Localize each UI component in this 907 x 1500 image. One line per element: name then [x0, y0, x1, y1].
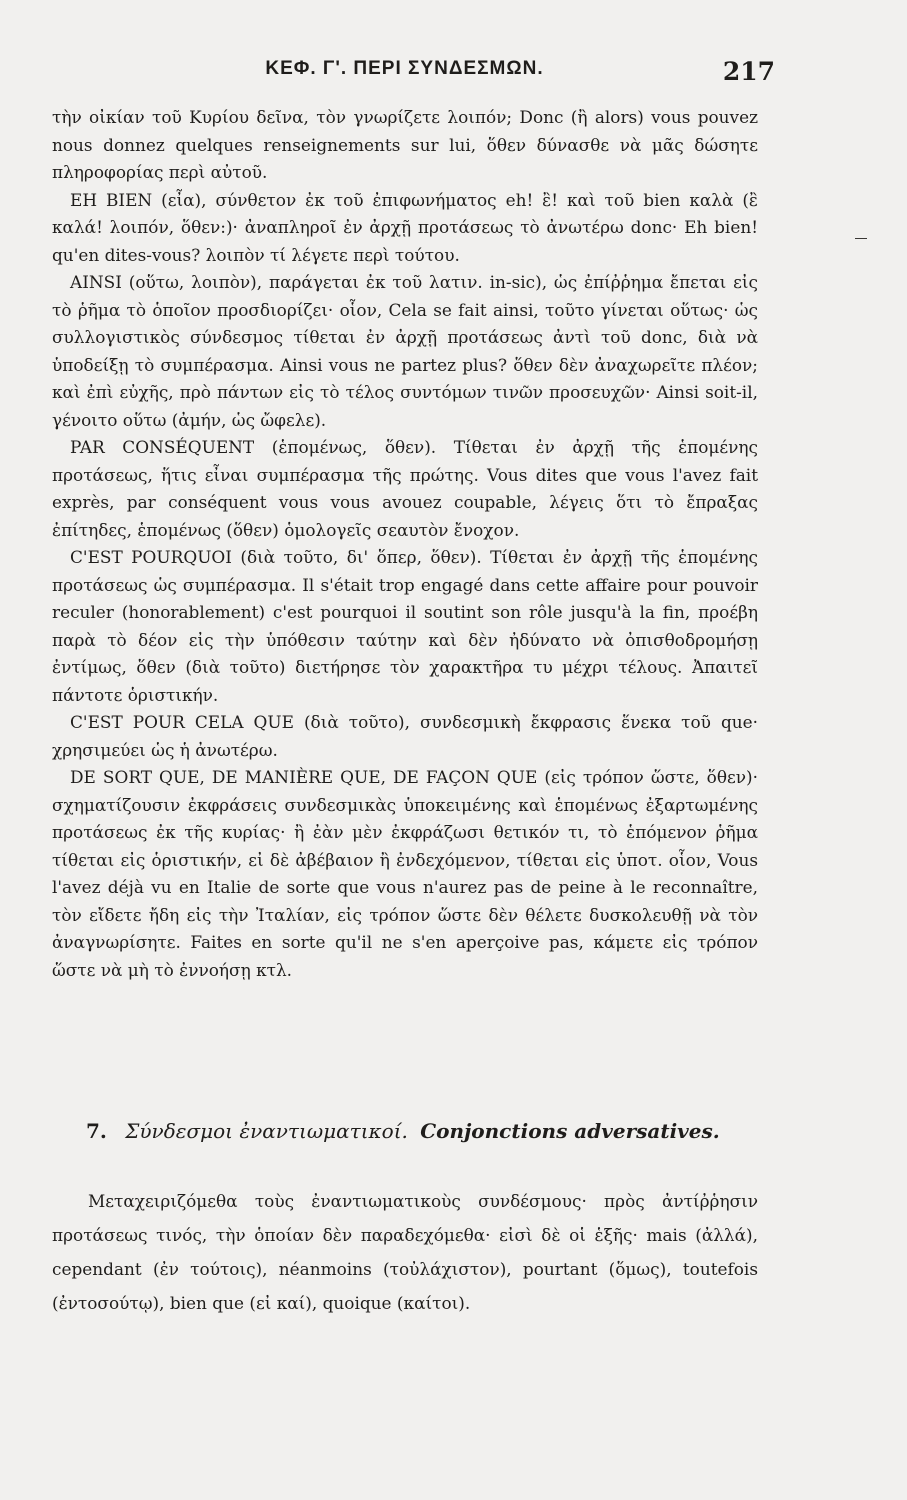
body-text [52, 104, 758, 984]
running-title: ΚΕΦ. Γ'. ΠΕΡΙ ΣΥΝΔΕΣΜΩΝ. [265, 58, 544, 79]
paragraph-par-consequent: PAR CONSÉQUENT (ἑπομένως, ὅθεν). Τίθεται ἐν ἀρχῇ τῆς ἑπομένης προτάσεως, ἥτις εἶναι συμπέρασμα τῆς πρώτης. Vous dites que vous l'avez fait exprès, par conséquent vous vous avouez coupable, λέγεις ὅτι τὸ ἔπραξας ἐπίτηδες, ἑπομένως (ὅθεν) ὁμολογεῖς σεαυτὸν ἔνοχον. [52, 437, 758, 540]
margin-mark [855, 238, 867, 239]
paragraph-adversatives: Μεταχειριζόμεθα τοὺς ἐναντιωματικοὺς συνδέσμους· πρὸς ἀντίῤῥησιν προτάσεως τινός, τὴν ὁποίαν δὲν παραδεχόμεθα· εἰσὶ δὲ οἱ ἑξῆς· mais (ἀλλά), cependant (ἐν τούτοις), néanmoins (τοὐλάχιστον), pourtant (ὅμως), toutefois (ἐντοσούτῳ), bien que (εἰ καί), quoique (καίτοι). [52, 1191, 758, 1313]
paragraph-cest-pour-cela-que: C'EST POUR CELA QUE (διὰ τοῦτο), συνδεσμικὴ ἔκφρασις ἕνεκα τοῦ que· χρησιμεύει ὡς ἡ ἀνωτέρω. [52, 712, 758, 760]
paragraph-ainsi: AINSI (οὕτω, λοιπὸν), παράγεται ἐκ τοῦ λατιν. in-sic), ὡς ἐπίῤῥημα ἔπεται εἰς τὸ ῥῆμα τὸ ὁποῖον προσδιορίζει· οἷον, Cela se fait ainsi, τοῦτο γίνεται οὕτως· ὡς συλλογιστικὸς σύνδεσμος τίθεται ἐν ἀρχῇ προτάσεως ἀντὶ τοῦ donc, διὰ νὰ ὑποδείξῃ τὸ συμπέρασμα. Ainsi vous ne partez plus? ὅθεν δὲν ἀναχωρεῖτε πλέον; καὶ ἐπὶ εὐχῆς, πρὸ πάντων εἰς τὸ τέλος συντόμων τινῶν προσευχῶν· Ainsi soit-il, γένοιτο οὕτω (ἀμήν, ὡς ὤφελε). [52, 272, 758, 430]
paragraph-de-sorte-que: DE SORT QUE, DE MANIÈRE QUE, DE FAÇON QUE (εἰς τρόπον ὥστε, ὅθεν)· σχηματίζουσιν ἐκφράσεις συνδεσμικὰς ὑποκειμένης καὶ ἑπομένως ἐξαρτωμένης προτάσεως ἐκ τῆς κυρίας· ἢ ἐὰν μὲν ἐκφράζωσι θετικόν τι, τὸ ἑπόμενον ῥῆμα τίθεται εἰς ὁριστικήν, εἰ δὲ ἀβέβαιον ἢ ἐνδεχόμενον, τίθεται εἰς ὑποτ. οἷον, Vous l'avez déjà vu en Italie de sorte que vous n'aurez pas de peine à le reconnaître, τὸν εἴδετε ἤδη εἰς τὴν Ἰταλίαν, εἰς τρόπον ὥστε δὲν θέλετε δυσκολευθῇ νὰ τὸν ἀναγνωρίσητε. Faites en sorte qu'il ne s'en aperçoive pas, κάμετε εἰς τρόπον ὥστε νὰ μὴ τὸ ἐννοήσῃ κτλ. [52, 767, 758, 980]
section-number: 7. [86, 1119, 107, 1143]
section-title-french: Conjonctions adversatives. [420, 1119, 720, 1143]
paragraph-donc-continuation: τὴν οἰκίαν τοῦ Κυρίου δεῖνα, τὸν γνωρίζετε λοιπόν; Donc (ἢ alors) vous pouvez nous donnez quelques renseignements sur lui, ὅθεν δύνασθε νὰ μᾶς δώσητε πληροφορίας περὶ αὐτοῦ. [52, 107, 758, 182]
section-heading [86, 1119, 766, 1143]
page-number: 217 [722, 57, 775, 86]
section-body [52, 1184, 758, 1320]
paragraph-cest-pourquoi: C'EST POURQUOI (διὰ τοῦτο, δι' ὅπερ, ὅθεν). Τίθεται ἐν ἀρχῇ τῆς ἑπομένης προτάσεως ὡς συμπέρασμα. Il s'était trop engagé dans cette affaire pour pouvoir reculer (honorablement) c'est pourquoi il soutint son rôle jusqu'à la fin, προέβη παρὰ τὸ δέον εἰς τὴν ὑπόθεσιν ταύτην καὶ δὲν ἠδύνατο νὰ ὀπισθοδρομήσῃ ἐντίμως, ὅθεν (διὰ τοῦτο) διετήρησε τὸν χαρακτῆρα τυ μέχρι τέλους. Ἀπαιτεῖ πάντοτε ὁριστικήν. [52, 547, 758, 705]
paragraph-eh-bien: EH BIEN (εἶα), σύνθετον ἐκ τοῦ ἐπιφωνήματος eh! ἒ! καὶ τοῦ bien καλὰ (ἒ καλά! λοιπόν, ὅθεν:)· ἀναπληροῖ ἐν ἀρχῇ προτάσεως τὸ ἀνωτέρω donc· Eh bien! qu'en dites-vous? λοιπὸν τί λέγετε περὶ τούτου. [52, 189, 758, 265]
page-header [52, 57, 775, 98]
section-title-greek: Σύνδεσμοι ἐναντιωματικοί. [125, 1119, 408, 1143]
